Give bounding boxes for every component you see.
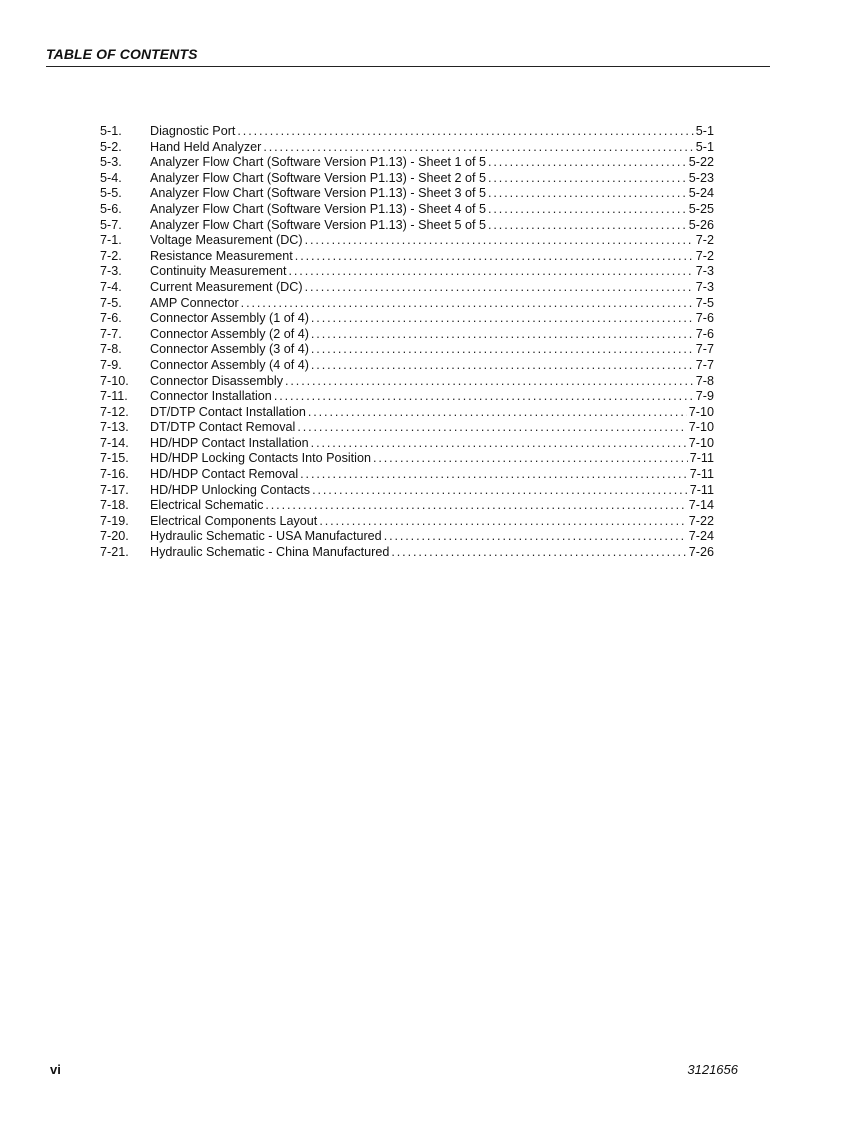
dot-leader: [297, 420, 686, 436]
toc-entry[interactable]: [100, 514, 714, 530]
toc-entry[interactable]: [100, 342, 714, 358]
dot-leader: [488, 218, 687, 234]
dot-leader: [488, 171, 687, 187]
toc-entry-page: 7-9: [695, 389, 714, 404]
dot-leader: [311, 342, 694, 358]
toc-entry-number: 7-9.: [100, 357, 122, 372]
toc-entry-number: 7-11.: [100, 389, 128, 404]
toc-entry-number: 5-4.: [100, 170, 122, 185]
toc-entry[interactable]: [100, 436, 714, 452]
dot-leader: [308, 405, 687, 421]
toc-entry-title: Resistance Measurement: [150, 248, 293, 263]
toc-entry-title: Hand Held Analyzer: [150, 139, 262, 154]
toc-entry[interactable]: [100, 280, 714, 296]
toc-entry[interactable]: [100, 218, 714, 234]
toc-entry-page: 5-25: [688, 201, 714, 216]
toc-entry-page: 7-22: [688, 513, 714, 528]
toc-entry[interactable]: [100, 296, 714, 312]
dot-leader: [305, 233, 694, 249]
toc-entry-title: Hydraulic Schematic - USA Manufactured: [150, 529, 382, 544]
toc-entry-title: DT/DTP Contact Removal: [150, 420, 296, 435]
toc-entry-number: 7-1.: [100, 233, 122, 248]
toc-entry-page: 5-1: [695, 139, 714, 154]
toc-entry-number: 7-20.: [100, 529, 129, 544]
toc-entry-number: 7-6.: [100, 311, 122, 326]
toc-entry-number: 7-8.: [100, 342, 122, 357]
toc-entry-page: 7-7: [695, 357, 714, 372]
dot-leader: [305, 280, 694, 296]
toc-entry-page: 5-23: [688, 170, 714, 185]
toc-entry[interactable]: [100, 483, 714, 499]
dot-leader: [300, 467, 688, 483]
toc-entry[interactable]: [100, 327, 714, 343]
toc-entry[interactable]: [100, 467, 714, 483]
dot-leader: [488, 155, 687, 171]
toc-entry-page: 7-2: [695, 233, 714, 248]
toc-entry[interactable]: [100, 155, 714, 171]
dot-leader: [488, 186, 687, 202]
toc-entry-page: 5-24: [688, 186, 714, 201]
dot-leader: [265, 498, 686, 514]
toc-entry-title: Analyzer Flow Chart (Software Version P1.13) - Sheet 5 of 5: [150, 217, 486, 232]
toc-entry[interactable]: [100, 186, 714, 202]
dot-leader: [285, 374, 694, 390]
toc-entry-number: 5-7.: [100, 217, 122, 232]
toc-entry-title: HD/HDP Unlocking Contacts: [150, 482, 311, 497]
toc-entry-page: 7-3: [695, 279, 714, 294]
toc-entry-number: 7-14.: [100, 435, 129, 450]
toc-entry-page: 7-7: [695, 342, 714, 357]
toc-entry-number: 5-6.: [100, 201, 122, 216]
toc-entry[interactable]: [100, 311, 714, 327]
dot-leader: [311, 311, 694, 327]
toc-entry-page: 7-6: [695, 311, 714, 326]
toc-entry-number: 7-21.: [100, 545, 129, 560]
toc-entry-page: 7-8: [695, 373, 714, 388]
toc-entry-number: 7-2.: [100, 248, 122, 263]
dot-leader: [237, 124, 693, 140]
toc-entry-page: 7-11: [689, 482, 714, 497]
toc-entry-page: 5-26: [688, 217, 714, 232]
toc-entry-number: 7-13.: [100, 420, 129, 435]
toc-entry-title: Continuity Measurement: [150, 264, 287, 279]
toc-entry-title: Analyzer Flow Chart (Software Version P1.13) - Sheet 1 of 5: [150, 155, 486, 170]
toc-entry-title: Voltage Measurement (DC): [150, 233, 303, 248]
page-number: vi: [50, 1062, 61, 1077]
toc-entry-page: 5-22: [688, 155, 714, 170]
toc-entry-title: AMP Connector: [150, 295, 239, 310]
toc-entry[interactable]: [100, 498, 714, 514]
toc-entry-title: HD/HDP Locking Contacts Into Position: [150, 451, 371, 466]
toc-entry[interactable]: [100, 264, 714, 280]
toc-entry-title: HD/HDP Contact Removal: [150, 467, 299, 482]
toc-entry-title: Current Measurement (DC): [150, 279, 303, 294]
toc-entry-title: Hydraulic Schematic - China Manufactured: [150, 545, 390, 560]
dot-leader: [312, 483, 688, 499]
toc-entry[interactable]: [100, 358, 714, 374]
toc-entry-number: 5-2.: [100, 139, 122, 154]
dot-leader: [263, 140, 693, 156]
document-number: 3121656: [687, 1062, 738, 1077]
toc-entry-number: 7-19.: [100, 513, 129, 528]
dot-leader: [311, 358, 694, 374]
dot-leader: [373, 451, 688, 467]
toc-entry-title: Connector Installation: [150, 389, 272, 404]
toc-entry-title: Connector Disassembly: [150, 373, 283, 388]
toc-entry-page: 7-14: [688, 498, 714, 513]
toc-entry-number: 7-12.: [100, 404, 129, 419]
toc-entry-page: 7-11: [689, 467, 714, 482]
toc-entry-number: 7-5.: [100, 295, 122, 310]
toc-entry-title: Analyzer Flow Chart (Software Version P1.13) - Sheet 4 of 5: [150, 201, 486, 216]
toc-entry-page: 5-1: [695, 124, 714, 138]
dot-leader: [274, 389, 694, 405]
toc-entry-number: 5-5.: [100, 186, 122, 201]
dot-leader: [311, 436, 687, 452]
toc-entry[interactable]: [100, 249, 714, 265]
toc-entry-page: 7-10: [688, 404, 714, 419]
toc-entry[interactable]: [100, 233, 714, 249]
dot-leader: [319, 514, 686, 530]
toc-entry-number: 5-3.: [100, 155, 122, 170]
toc-entry-title: Connector Assembly (1 of 4): [150, 311, 309, 326]
toc-entry[interactable]: [100, 529, 714, 545]
toc-entry-number: 5-1.: [100, 124, 122, 138]
toc-entry-number: 7-10.: [100, 373, 129, 388]
toc-entry[interactable]: [100, 389, 714, 405]
toc-entry-number: 7-4.: [100, 279, 122, 294]
dot-leader: [384, 529, 687, 545]
toc-entry[interactable]: [100, 202, 714, 218]
toc-entry-title: Connector Assembly (3 of 4): [150, 342, 309, 357]
toc-entry-number: 7-16.: [100, 467, 129, 482]
toc-entry-title: HD/HDP Contact Installation: [150, 435, 309, 450]
toc-entry-number: 7-7.: [100, 326, 122, 341]
toc-entry-page: 7-6: [695, 326, 714, 341]
toc-entry-title: DT/DTP Contact Installation: [150, 404, 306, 419]
dot-leader: [295, 249, 694, 265]
toc-entry-title: Analyzer Flow Chart (Software Version P1.13) - Sheet 3 of 5: [150, 186, 486, 201]
toc-entry-title: Connector Assembly (2 of 4): [150, 326, 309, 341]
dot-leader: [311, 327, 694, 343]
page-title: TABLE OF CONTENTS: [46, 46, 198, 62]
dot-leader: [289, 264, 694, 280]
dot-leader: [391, 545, 686, 561]
toc-entry-page: 7-3: [695, 264, 714, 279]
toc-entry[interactable]: [100, 171, 714, 187]
toc-entry[interactable]: [100, 451, 714, 467]
toc-entry-page: 7-2: [695, 248, 714, 263]
toc-entry-title: Analyzer Flow Chart (Software Version P1.13) - Sheet 2 of 5: [150, 170, 486, 185]
table-of-contents-list: [100, 124, 714, 561]
toc-entry[interactable]: [100, 405, 714, 421]
toc-entry-number: 7-17.: [100, 482, 129, 497]
toc-entry-title: Electrical Components Layout: [150, 513, 318, 528]
toc-entry-page: 7-10: [688, 435, 714, 450]
toc-entry-page: 7-26: [688, 545, 714, 560]
toc-entry-title: Diagnostic Port: [150, 124, 236, 138]
toc-entry[interactable]: [100, 374, 714, 390]
dot-leader: [241, 296, 694, 312]
dot-leader: [488, 202, 687, 218]
toc-entry-title: Electrical Schematic: [150, 498, 264, 513]
toc-entry-number: 7-15.: [100, 451, 129, 466]
toc-entry-number: 7-3.: [100, 264, 122, 279]
toc-entry-page: 7-5: [695, 295, 714, 310]
toc-entry-number: 7-18.: [100, 498, 129, 513]
toc-entry-title: Connector Assembly (4 of 4): [150, 357, 309, 372]
toc-entry[interactable]: [100, 140, 714, 156]
toc-entry-page: 7-11: [689, 451, 714, 466]
toc-entry[interactable]: [100, 545, 714, 561]
toc-entry-page: 7-24: [688, 529, 714, 544]
toc-entry-page: 7-10: [688, 420, 714, 435]
toc-entry[interactable]: [100, 420, 714, 436]
page-header: [46, 46, 770, 67]
toc-entry[interactable]: [100, 124, 714, 140]
